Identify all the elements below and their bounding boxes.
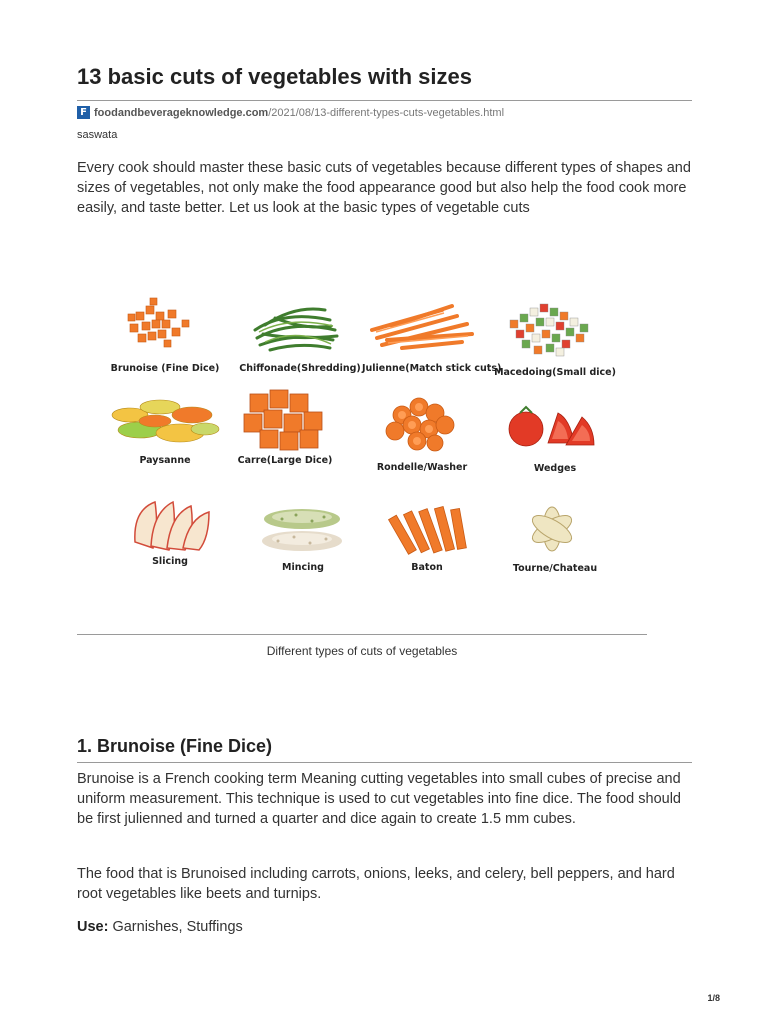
cut-brunoise — [100, 290, 230, 380]
vegetable-cuts-figure — [100, 285, 630, 585]
cut-rondelle — [357, 385, 487, 475]
page-number: 1/8 — [707, 993, 720, 1003]
intro-paragraph: Every cook should master these basic cuts of vegetables because different types of shapes and sizes of vegetables, not only make the food appearance good but also help the food cook more easily, and taste better. Let us look at the basic types of vegetable cuts — [77, 160, 691, 216]
source-domain-link[interactable]: foodandbeverageknowledge.com — [94, 106, 269, 119]
label-carre: Carre(Large Dice) — [237, 455, 333, 466]
label-brunoise: Brunoise (Fine Dice) — [110, 363, 220, 374]
label-chiffonade: Chiffonade(Shredding) — [239, 363, 361, 374]
rondelle-image — [357, 385, 487, 455]
wedges-image — [490, 385, 620, 460]
cut-paysanne — [100, 385, 230, 475]
cut-mincing — [238, 497, 368, 587]
brunoise-use-line — [77, 919, 243, 935]
label-mincing: Mincing — [282, 562, 324, 573]
brunoise-paragraph-2: The food that is Brunoised including carrots, onions, leeks, and celery, bell peppers, and hard root vegetables like beets and turnips. — [77, 866, 675, 902]
cut-wedges — [490, 385, 620, 475]
section-heading-brunoise: 1. Brunoise (Fine Dice) — [77, 736, 273, 756]
caption-divider — [77, 634, 647, 635]
brunoise-paragraph-1: Brunoise is a French cooking term Meaning cutting vegetables into small cubes of precise and uniform measurement. This technique is used to cut vegetables into fine dice. The food should be first julienned and turned a quarter and dice again to create 1.5 mm cubes. — [77, 771, 681, 827]
label-julienne: Julienne(Match stick cuts) — [362, 363, 502, 374]
site-favicon-icon: F — [77, 106, 90, 119]
use-label: Use: — [77, 919, 109, 935]
label-wedges: Wedges — [533, 463, 577, 474]
label-slicing: Slicing — [152, 556, 188, 567]
source-path: /2021/08/13-different-types-cuts-vegetables.html — [268, 106, 505, 119]
paysanne-image — [100, 385, 230, 455]
slicing-image — [105, 490, 235, 555]
label-baton: Baton — [411, 562, 443, 573]
julienne-image — [362, 290, 492, 360]
cut-baton — [362, 497, 492, 587]
brunoise-image — [100, 290, 230, 360]
chiffonade-image — [235, 290, 365, 360]
title-divider — [77, 100, 692, 101]
cut-chiffonade — [235, 290, 365, 380]
label-macedoine: Macedoing(Small dice) — [494, 367, 616, 378]
cut-tourne — [490, 495, 620, 585]
macedoine-image — [490, 290, 620, 365]
carre-image — [220, 380, 350, 455]
label-paysanne: Paysanne — [139, 455, 191, 466]
figure-caption: Different types of cuts of vegetables — [266, 644, 458, 658]
section-divider — [77, 762, 692, 763]
cut-slicing — [105, 490, 235, 580]
tourne-image — [490, 495, 620, 560]
mincing-image — [238, 497, 368, 562]
source-line — [77, 106, 504, 119]
cut-carre — [220, 380, 350, 470]
label-tourne: Tourne/Chateau — [512, 563, 598, 574]
cut-julienne — [362, 290, 502, 380]
baton-image — [362, 497, 492, 562]
page-title: 13 basic cuts of vegetables with sizes — [77, 64, 472, 89]
cut-macedoine — [490, 290, 620, 380]
label-rondelle: Rondelle/Washer — [376, 462, 468, 473]
use-value: Garnishes, Stuffings — [108, 919, 243, 935]
author-name: saswata — [77, 129, 118, 141]
